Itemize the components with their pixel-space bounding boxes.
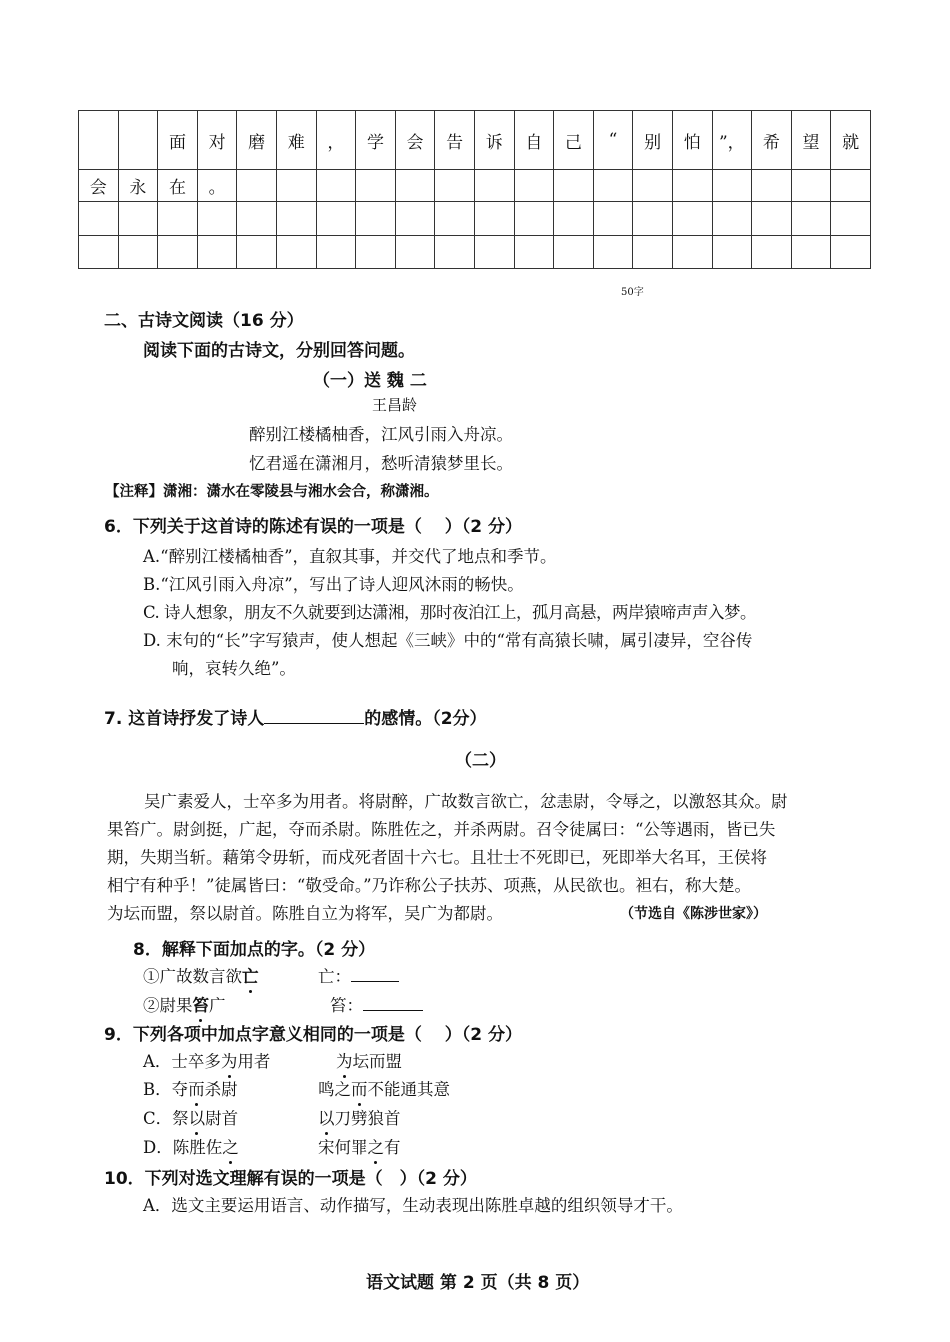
grid-cell[interactable] (316, 202, 356, 236)
grid-cell[interactable] (395, 202, 435, 236)
grid-cell[interactable] (791, 170, 831, 202)
section-heading: 二、古诗文阅读（16 分） (104, 311, 304, 331)
prose-title: （二） (455, 751, 506, 771)
grid-cell[interactable] (474, 202, 514, 236)
grid-cell[interactable] (593, 202, 633, 236)
grid-cell[interactable] (276, 236, 316, 269)
poem-line-1: 醉别江楼橘柚香，江风引雨入舟凉。 (249, 425, 513, 444)
q8-blank-1[interactable] (351, 981, 399, 982)
grid-cell[interactable] (118, 202, 158, 236)
grid-cell[interactable] (554, 202, 594, 236)
prose-line-2: 果笞广。尉剑挺，广起，夺而杀尉。陈胜佐之，并杀两尉。召令徒属曰：“公等遇雨，皆已失 (107, 820, 776, 839)
grid-cell[interactable] (633, 170, 673, 202)
q9-option-c-2: 以刀劈狼首 (318, 1105, 401, 1129)
grid-cell[interactable] (672, 202, 712, 236)
grid-cell[interactable] (474, 236, 514, 269)
question-6-stem: 6．下列关于这首诗的陈述有误的一项是（ ）（2 分） (104, 517, 522, 537)
q8-item-2-answer: 笞： (330, 992, 423, 1016)
grid-cell[interactable] (672, 236, 712, 269)
grid-cell[interactable] (158, 236, 198, 269)
grid-cell[interactable]: 难 (276, 111, 316, 170)
q9-option-c: C．祭以尉首 (143, 1105, 238, 1129)
grid-cell[interactable] (356, 236, 396, 269)
grid-cell[interactable] (276, 202, 316, 236)
grid-cell[interactable] (118, 111, 158, 170)
question-10-stem: 10．下列对选文理解有误的一项是（ ）（2 分） (104, 1169, 477, 1189)
grid-cell[interactable] (237, 236, 277, 269)
q9-option-d: D．陈胜佐之 (143, 1134, 239, 1158)
page-footer: 语文试题 第 2 页（共 8 页） (366, 1273, 590, 1293)
question-8-stem: 8．解释下面加点的字。（2 分） (133, 940, 376, 960)
grid-row (79, 202, 871, 236)
grid-cell[interactable] (118, 236, 158, 269)
grid-cell[interactable] (752, 236, 792, 269)
grid-cell[interactable]: 望 (791, 111, 831, 170)
grid-cell[interactable] (712, 236, 752, 269)
grid-cell[interactable]: 自 (514, 111, 554, 170)
grid-cell[interactable] (356, 170, 396, 202)
grid-cell[interactable]: 希 (752, 111, 792, 170)
q8-item-1: ①广故数言欲亡 (143, 963, 259, 987)
grid-cell[interactable] (593, 236, 633, 269)
grid-cell[interactable] (752, 170, 792, 202)
grid-cell[interactable] (791, 202, 831, 236)
grid-cell[interactable] (633, 236, 673, 269)
grid-cell[interactable]: ， (316, 111, 356, 170)
q8-blank-2[interactable] (363, 1010, 423, 1011)
grid-cell[interactable] (474, 170, 514, 202)
grid-cell[interactable] (752, 202, 792, 236)
grid-cell[interactable] (435, 236, 475, 269)
grid-row (79, 111, 871, 170)
grid-cell[interactable]: 在 (158, 170, 198, 202)
grid-row (79, 236, 871, 269)
question-9-stem: 9．下列各项中加点字意义相同的一项是（ ）（2 分） (104, 1025, 523, 1045)
prose-line-1: 吴广素爱人，士卒多为用者。将尉醉，广故数言欲亡，忿恚尉，令辱之，以激怒其众。尉 (144, 792, 788, 811)
q9-option-b-2: 鸣之而不能通其意 (318, 1076, 450, 1100)
grid-cell[interactable] (514, 170, 554, 202)
grid-cell[interactable] (276, 170, 316, 202)
grid-cell[interactable] (593, 170, 633, 202)
prose-source: （节选自《陈涉世家》） (620, 906, 767, 922)
grid-cell[interactable] (197, 202, 237, 236)
prose-line-3: 期，失期当斩。藉第令毋斩，而戍死者固十六七。且壮士不死即已，死即举大名耳，王侯将 (107, 848, 767, 867)
grid-cell[interactable]: 别 (633, 111, 673, 170)
q9-option-d-2: 宋何罪之有 (318, 1134, 401, 1158)
grid-cell[interactable] (831, 202, 871, 236)
grid-cell[interactable] (79, 111, 119, 170)
poem-author: 王昌龄 (372, 396, 418, 414)
q8-item-1-answer: 亡： (318, 963, 399, 987)
word-count-mark: 50字 (621, 287, 644, 298)
q6-option-b: B.“江风引雨入舟凉”，写出了诗人迎风沐雨的畅快。 (143, 575, 524, 594)
grid-cell[interactable]: 会 (79, 170, 119, 202)
grid-cell[interactable] (712, 202, 752, 236)
poem-title: （一）送 魏 二 (313, 371, 427, 391)
grid-cell[interactable]: 磨 (237, 111, 277, 170)
q6-option-a: A.“醉别江楼橘柚香”，直叙其事，并交代了地点和季节。 (143, 547, 557, 566)
grid-cell[interactable]: 对 (197, 111, 237, 170)
grid-cell[interactable] (395, 236, 435, 269)
grid-cell[interactable] (633, 202, 673, 236)
grid-cell[interactable] (514, 236, 554, 269)
grid-cell[interactable] (316, 170, 356, 202)
grid-cell[interactable] (712, 170, 752, 202)
grid-cell[interactable]: 永 (118, 170, 158, 202)
grid-row (79, 170, 871, 202)
q10-option-a: A．选文主要运用语言、动作描写，生动表现出陈胜卓越的组织领导才干。 (143, 1196, 683, 1215)
grid-cell[interactable] (356, 202, 396, 236)
grid-cell[interactable] (672, 170, 712, 202)
section-instruction: 阅读下面的古诗文，分别回答问题。 (143, 341, 415, 361)
grid-cell[interactable]: 告 (435, 111, 475, 170)
grid-cell[interactable] (791, 236, 831, 269)
grid-cell[interactable]: “ (593, 111, 633, 170)
q9-option-b: B．夺而杀尉 (143, 1076, 238, 1100)
grid-cell[interactable] (831, 170, 871, 202)
grid-cell[interactable]: 。 (197, 170, 237, 202)
grid-cell[interactable] (395, 170, 435, 202)
q9-option-a-2: 为坛而盟 (336, 1048, 402, 1072)
grid-cell[interactable] (237, 202, 277, 236)
grid-cell[interactable] (197, 236, 237, 269)
grid-cell[interactable]: ”， (712, 111, 752, 170)
q8-item-2: ②尉果笞广 (143, 992, 226, 1016)
grid-cell[interactable]: 己 (554, 111, 594, 170)
prose-line-4: 相宁有种乎！”徒属皆曰：“敬受命。”乃诈称公子扶苏、项燕，从民欲也。袒右，称大楚。 (107, 876, 752, 895)
grid-cell[interactable] (831, 236, 871, 269)
q6-option-d-cont: 响，哀转久绝”。 (172, 659, 296, 678)
poem-note: 【注释】潇湘：潇水在零陵县与湘水会合，称潇湘。 (105, 484, 439, 500)
grid-cell[interactable] (158, 202, 198, 236)
q7-answer-blank[interactable] (264, 723, 364, 724)
poem-line-2: 忆君遥在潇湘月，愁听清猿梦里长。 (249, 454, 513, 473)
grid-cell[interactable]: 面 (158, 111, 198, 170)
q6-option-d: D. 末句的“长”字写猿声，使人想起《三峡》中的“常有高猿长啸，属引凄异，空谷传 (143, 631, 753, 650)
grid-cell[interactable] (435, 202, 475, 236)
grid-cell[interactable]: 学 (356, 111, 396, 170)
answer-grid (78, 110, 871, 269)
q6-option-c: C. 诗人想象，朋友不久就要到达潇湘，那时夜泊江上，孤月高悬，两岸猿啼声声入梦。 (143, 603, 757, 622)
grid-cell[interactable]: 诉 (474, 111, 514, 170)
q9-option-a: A．士卒多为用者 (143, 1048, 270, 1072)
question-7: 7. 这首诗抒发了诗人 的感情。（2分） (104, 709, 487, 729)
grid-cell[interactable] (79, 202, 119, 236)
prose-line-5: 为坛而盟，祭以尉首。陈胜自立为将军，吴广为都尉。 (107, 904, 503, 923)
grid-cell[interactable]: 怕 (672, 111, 712, 170)
grid-cell[interactable] (554, 170, 594, 202)
grid-cell[interactable] (316, 236, 356, 269)
grid-cell[interactable]: 就 (831, 111, 871, 170)
grid-cell[interactable] (237, 170, 277, 202)
grid-cell[interactable] (79, 236, 119, 269)
grid-cell[interactable]: 会 (395, 111, 435, 170)
grid-cell[interactable] (514, 202, 554, 236)
grid-cell[interactable] (435, 170, 475, 202)
grid-cell[interactable] (554, 236, 594, 269)
